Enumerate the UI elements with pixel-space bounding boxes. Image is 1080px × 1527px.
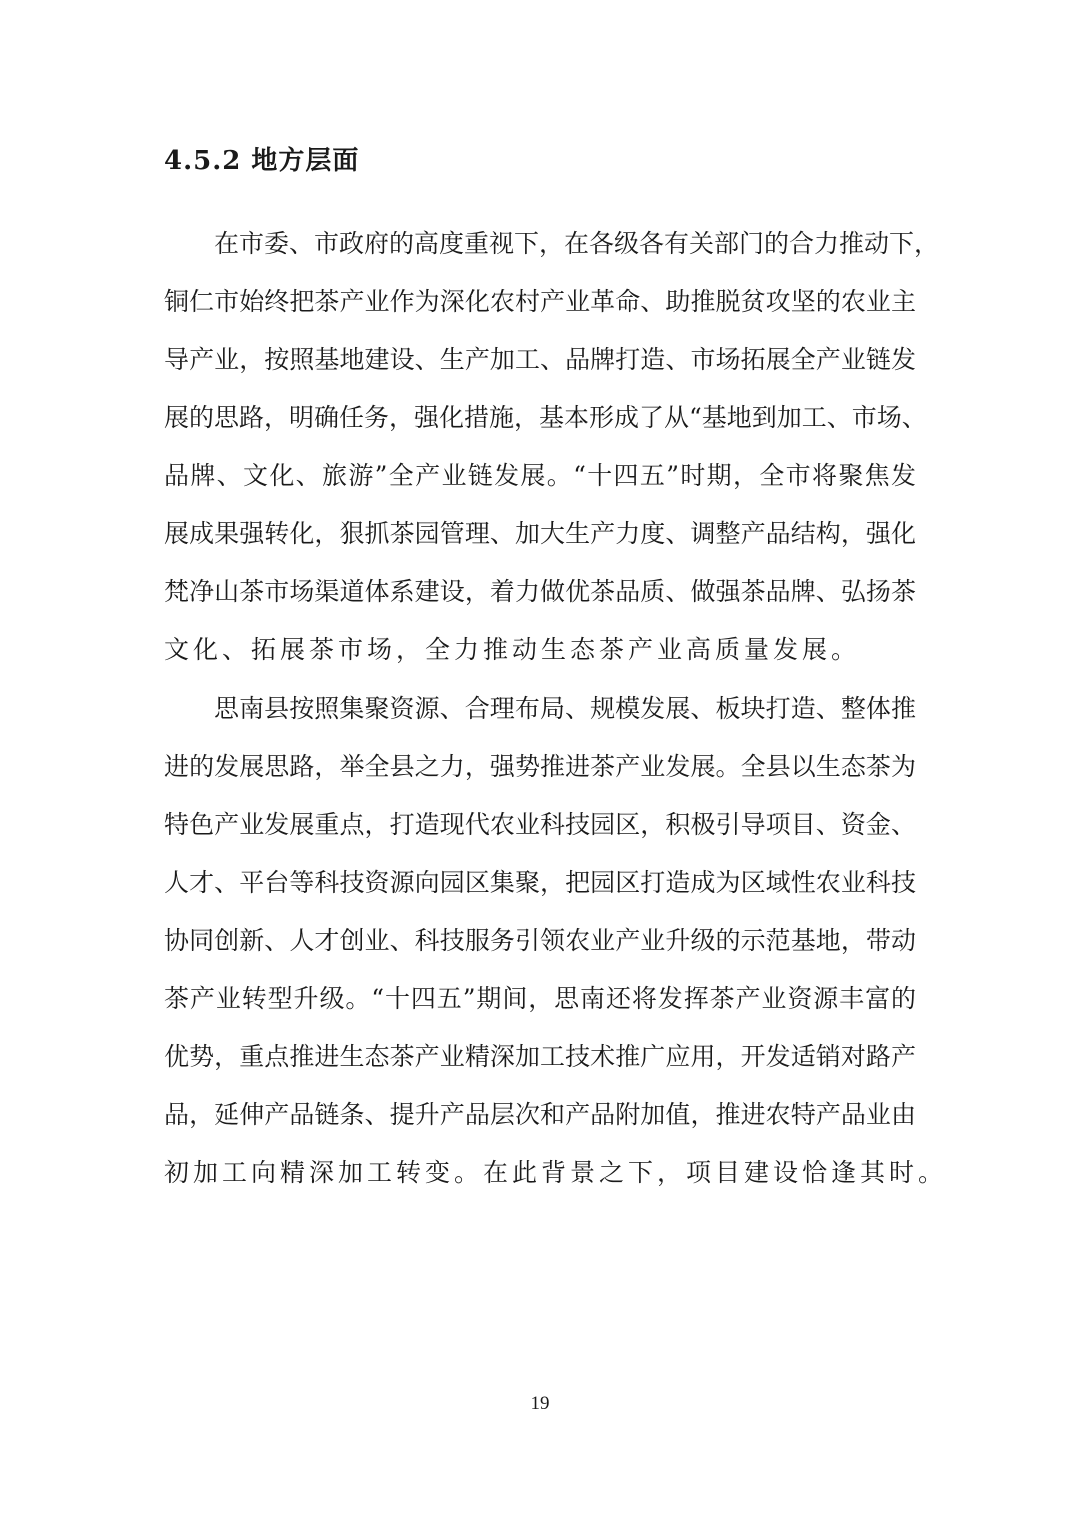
paragraph-1-line-5: 品牌、文化、旅游”全产业链发展。“十四五”时期，全市将聚焦发 — [164, 461, 916, 490]
paragraph-1-line-2: 铜仁市始终把茶产业作为深化农村产业革命、助推脱贫攻坚的农业主 — [164, 287, 916, 316]
paragraph-2-line-3: 特色产业发展重点，打造现代农业科技园区，积极引导项目、资金、 — [164, 810, 916, 839]
paragraph-2-line-4: 人才、平台等科技资源向园区集聚，把园区打造成为区域性农业科技 — [164, 868, 916, 897]
paragraph-2-line-8: 品，延伸产品链条、提升产品层次和产品附加值，推进农特产品业由 — [164, 1100, 916, 1129]
paragraph-1-line-1: 在市委、市政府的高度重视下，在各级各有关部门的合力推动下， — [214, 229, 940, 258]
paragraph-2-line-7: 优势，重点推进生态茶产业精深加工技术推广应用，开发适销对路产 — [164, 1042, 916, 1071]
paragraph-1-line-6: 展成果强转化，狠抓茶园管理、加大生产力度、调整产品结构，强化 — [164, 519, 916, 548]
page-number: 19 — [530, 1393, 550, 1414]
section-heading: 4.5.2 地方层面 — [164, 146, 360, 176]
paragraph-1-line-8: 文化、拓展茶市场，全力推动生态茶产业高质量发展。 — [164, 635, 861, 664]
paragraph-2-line-2: 进的发展思路，举全县之力，强势推进茶产业发展。全县以生态茶为 — [164, 752, 916, 781]
paragraph-2-line-9: 初加工向精深加工转变。在此背景之下，项目建设恰逢其时。 — [164, 1158, 948, 1187]
paragraph-1-line-7: 梵净山茶市场渠道体系建设，着力做优茶品质、做强茶品牌、弘扬茶 — [164, 577, 916, 606]
paragraph-2-line-5: 协同创新、人才创业、科技服务引领农业产业升级的示范基地，带动 — [164, 926, 916, 955]
paragraph-2-line-1: 思南县按照集聚资源、合理布局、规模发展、板块打造、整体推 — [214, 694, 916, 723]
paragraph-1-line-3: 导产业，按照基地建设、生产加工、品牌打造、市场拓展全产业链发 — [164, 345, 916, 374]
paragraph-2-line-6: 茶产业转型升级。“十四五”期间，思南还将发挥茶产业资源丰富的 — [164, 984, 916, 1013]
paragraph-1-line-4: 展的思路，明确任务，强化措施，基本形成了从“基地到加工、市场、 — [164, 403, 927, 432]
